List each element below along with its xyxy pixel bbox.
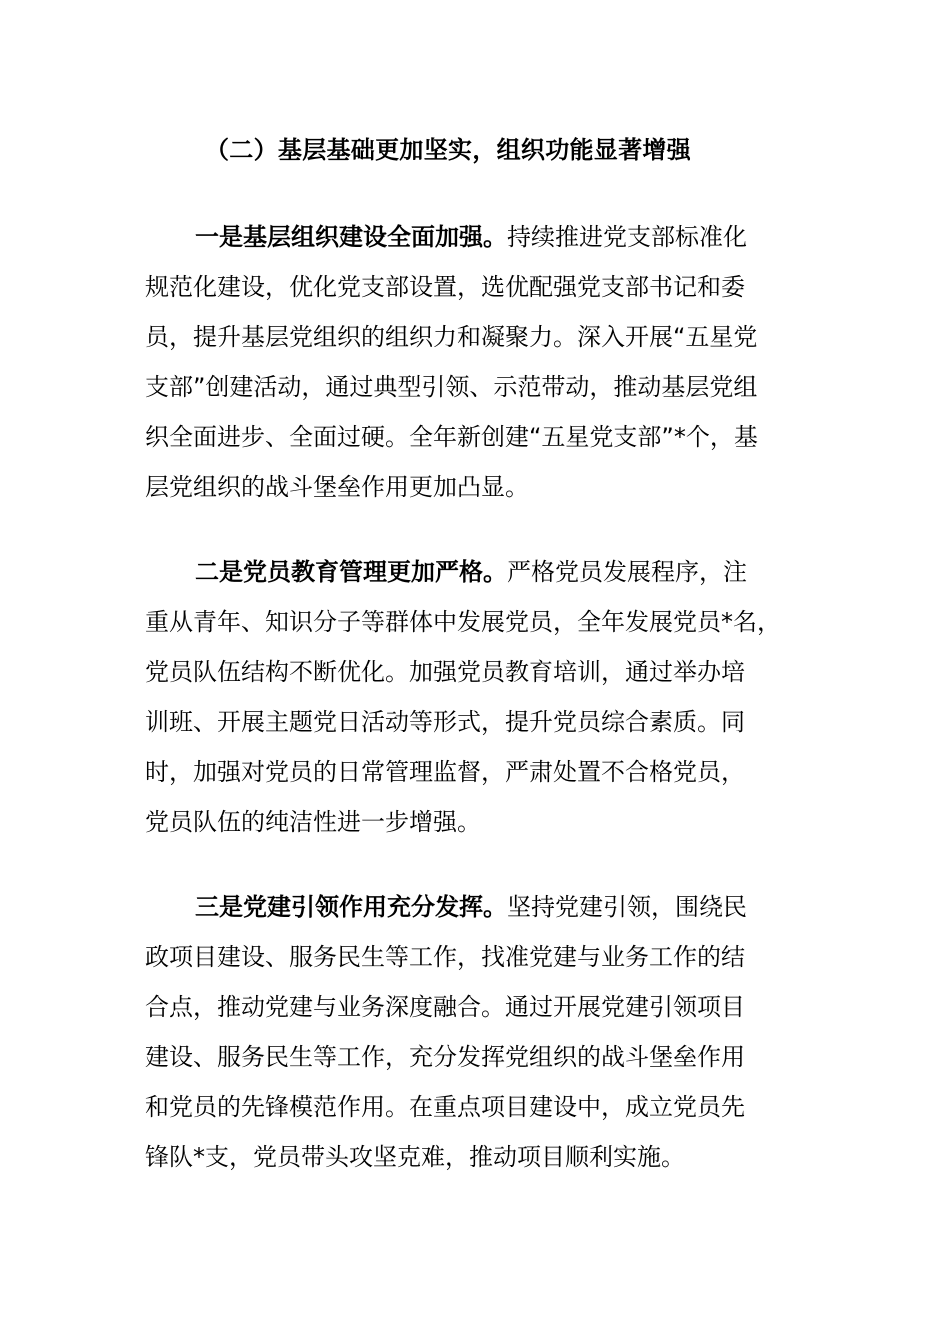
paragraph-line: 重从青年、知识分子等群体中发展党员，全年发展党员*名， — [145, 608, 781, 636]
paragraph-line: 训班、开展主题党日活动等形式，提升党员综合素质。同 — [145, 708, 745, 736]
section-heading: （二）基层基础更加坚实，组织功能显著增强 — [205, 136, 691, 164]
paragraph-first-line — [145, 212, 805, 262]
paragraph-lead: 一是基层组织建设全面加强。 — [195, 223, 507, 251]
paragraph-line: 层党组织的战斗堡垒作用更加凸显。 — [145, 473, 529, 501]
paragraph-line: 建设、服务民生等工作，充分发挥党组织的战斗堡垒作用 — [145, 1043, 745, 1071]
paragraph-first-line-text: 持续推进党支部标准化 — [507, 223, 747, 251]
paragraph-line: 员，提升基层党组织的组织力和凝聚力。深入开展“五星党 — [145, 323, 758, 351]
paragraph-first-line — [145, 547, 805, 597]
paragraph-first-line-text: 坚持党建引领，围绕民 — [507, 893, 747, 921]
paragraph-line: 党员队伍的纯洁性进一步增强。 — [145, 808, 481, 836]
paragraph-line: 政项目建设、服务民生等工作，找准党建与业务工作的结 — [145, 943, 745, 971]
paragraph-lead: 二是党员教育管理更加严格。 — [195, 558, 507, 586]
paragraph-3 — [145, 882, 805, 1182]
paragraph-line: 合点，推动党建与业务深度融合。通过开展党建引领项目 — [145, 993, 745, 1021]
paragraph-line: 锋队*支，党员带头攻坚克难，推动项目顺利实施。 — [145, 1143, 685, 1171]
paragraph-line: 织全面进步、全面过硬。全年新创建“五星党支部”*个，基 — [145, 423, 758, 451]
paragraph-first-line-text: 严格党员发展程序，注 — [507, 558, 747, 586]
paragraph-line: 党员队伍结构不断优化。加强党员教育培训，通过举办培 — [145, 658, 745, 686]
paragraph-line: 和党员的先锋模范作用。在重点项目建设中，成立党员先 — [145, 1093, 745, 1121]
paragraph-line: 时，加强对党员的日常管理监督，严肃处置不合格党员， — [145, 758, 745, 786]
paragraph-1 — [145, 212, 805, 512]
paragraph-2 — [145, 547, 805, 847]
paragraph-line: 规范化建设，优化党支部设置，选优配强党支部书记和委 — [145, 273, 745, 301]
paragraph-line: 支部”创建活动，通过典型引领、示范带动，推动基层党组 — [145, 373, 758, 401]
paragraph-lead: 三是党建引领作用充分发挥。 — [195, 893, 507, 921]
paragraph-first-line — [145, 882, 805, 932]
